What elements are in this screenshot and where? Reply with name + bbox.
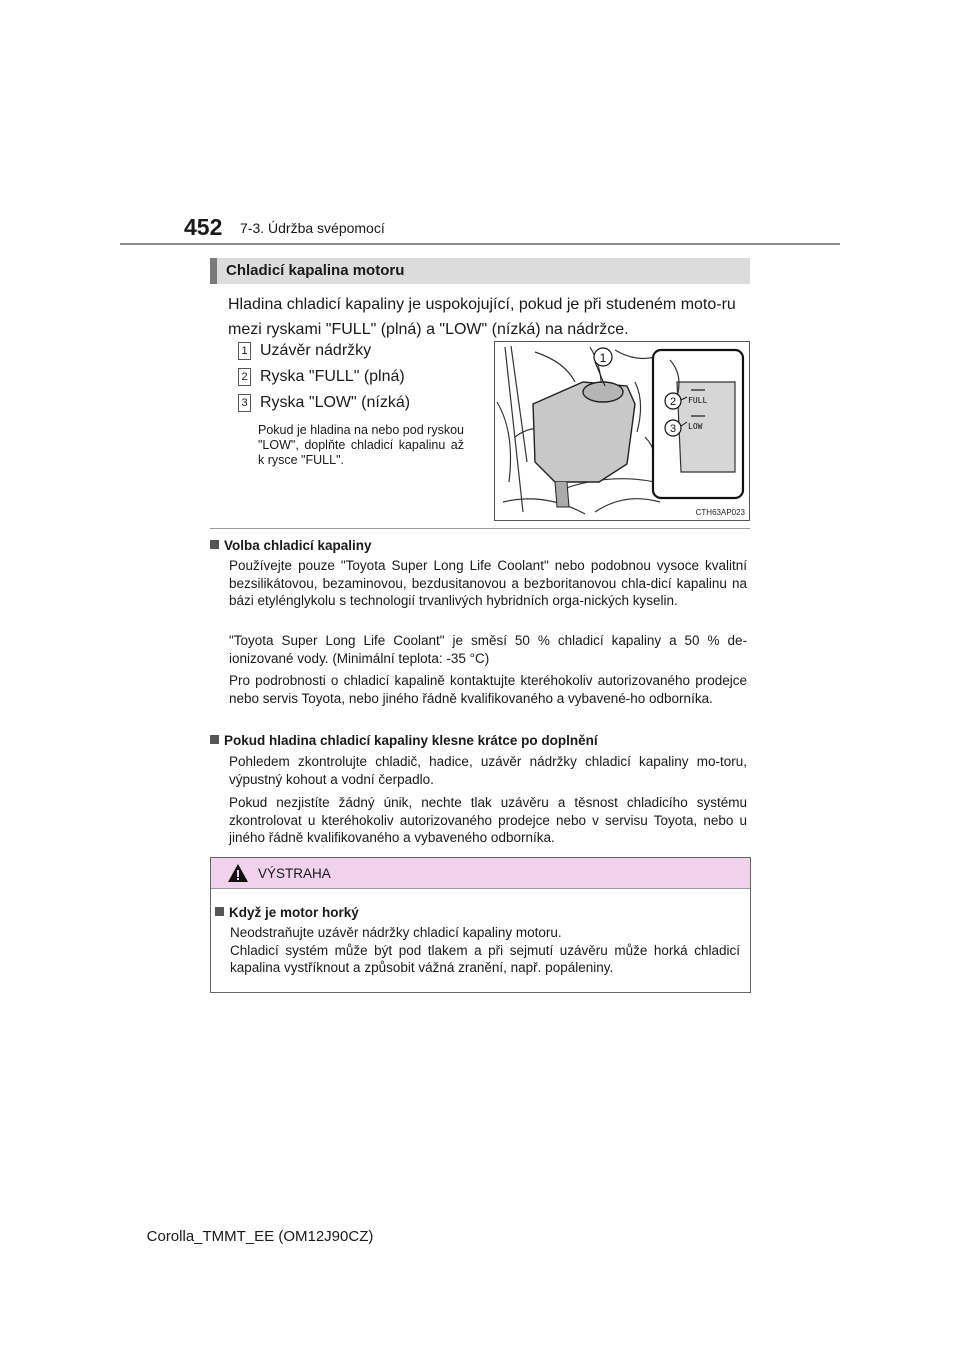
warning-box: [210, 857, 751, 993]
full-mark: FULL: [688, 396, 708, 405]
subsection-heading-coolant-choice: Volba chladicí kapaliny: [210, 538, 750, 553]
item-number: 1: [238, 342, 251, 360]
warning-line: Neodstraňujte uzávěr nádržky chladicí kapaliny motoru.: [230, 925, 562, 940]
section-heading-bar: [210, 258, 750, 284]
square-bullet-icon: [215, 907, 224, 916]
reservoir-cap: [583, 382, 623, 402]
heading-marker: [210, 258, 217, 284]
list-item-2: [238, 368, 405, 386]
paragraph: Pokud nezjistíte žádný únik, nechte tlak uzávěru a těsnost chladicího systému zkontrolovat u kteréhokoliv autorizovaného prodejce nebo v servisu Toyota, nebo u jiného řádně kvalifikovaného a vybaveného odborníka.: [229, 795, 747, 845]
section-title: 7-3. Údržba svépomocí: [240, 220, 385, 236]
item-label: Uzávěr nádržky: [260, 342, 372, 360]
item-label: Ryska "LOW" (nízká): [260, 394, 411, 412]
subsection-heading-level-drop: Pokud hladina chladicí kapaliny klesne krátce po doplnění: [210, 733, 750, 748]
content-divider: [210, 528, 750, 529]
coolant-reservoir-illustration: [494, 341, 750, 521]
paragraph: Pohledem zkontrolujte chladič, hadice, uzávěr nádržky chladicí kapaliny mo-toru, výpustný kohout a vodní čerpadlo.: [229, 754, 747, 787]
square-bullet-icon: [210, 540, 219, 549]
paragraph: Pro podrobnosti o chladicí kapalině kontaktujte kteréhokoliv autorizovaného prodejce nebo servis Toyota, nebo jiného řádně kvalifikovaného a vybavené-ho odborníka.: [229, 673, 747, 706]
intro-paragraph: Hladina chladicí kapaliny je uspokojující, pokud je při studeném moto-ru mezi ryskami "FULL" (plná) a "LOW" (nízká) na nádržce.: [228, 296, 736, 338]
section-heading: Chladicí kapalina motoru: [226, 262, 405, 279]
header-divider: [120, 243, 840, 245]
callout-1-label: 1: [599, 351, 607, 365]
list-item-3: [238, 394, 410, 412]
page-number: 452: [184, 214, 223, 240]
callout-3-label: 3: [669, 423, 677, 435]
warning-line: Chladicí systém může být pod tlakem a při sejmutí uzávěru může horká chladicí kapalina vystříknout a způsobit vážná zranění, např. popáleniny.: [230, 942, 740, 975]
warning-title: VÝSTRAHA: [258, 866, 331, 881]
callout-2-label: 2: [669, 396, 677, 408]
warning-triangle-icon: [227, 863, 249, 883]
figure-code: CTH63AP023: [695, 508, 745, 517]
square-bullet-icon: [210, 735, 219, 744]
item-number: 3: [238, 394, 251, 412]
paragraph: Používejte pouze "Toyota Super Long Life Coolant" nebo podobnou vysoce kvalitní bezsilikátovou, bezaminovou, bezdusitanovou a bezboritanovou chla-dicí kapalinu na bázi etylénglykolu s technologií trvanlivých hybridních orga-nických kyselin.: [229, 558, 747, 608]
item-label: Ryska "FULL" (plná): [260, 368, 405, 386]
list-item-1: [238, 342, 371, 360]
footer-doc-id: Corolla_TMMT_EE (OM12J90CZ): [146, 1228, 374, 1245]
paragraph: "Toyota Super Long Life Coolant" je směsí 50 % chladicí kapaliny a 50 % de-ionizované vody. (Minimální teplota: -35 °C): [229, 633, 747, 666]
note-text: Pokud je hladina na nebo pod ryskou "LOW", doplňte chladicí kapalinu až k rysce "FULL".: [258, 423, 464, 467]
item-number: 2: [238, 368, 251, 386]
warning-text: [230, 924, 740, 977]
low-mark: LOW: [688, 422, 703, 431]
warning-subheading: Když je motor horký: [215, 905, 359, 920]
engine-bay-drawing: [495, 342, 749, 520]
warning-header: [211, 858, 750, 889]
